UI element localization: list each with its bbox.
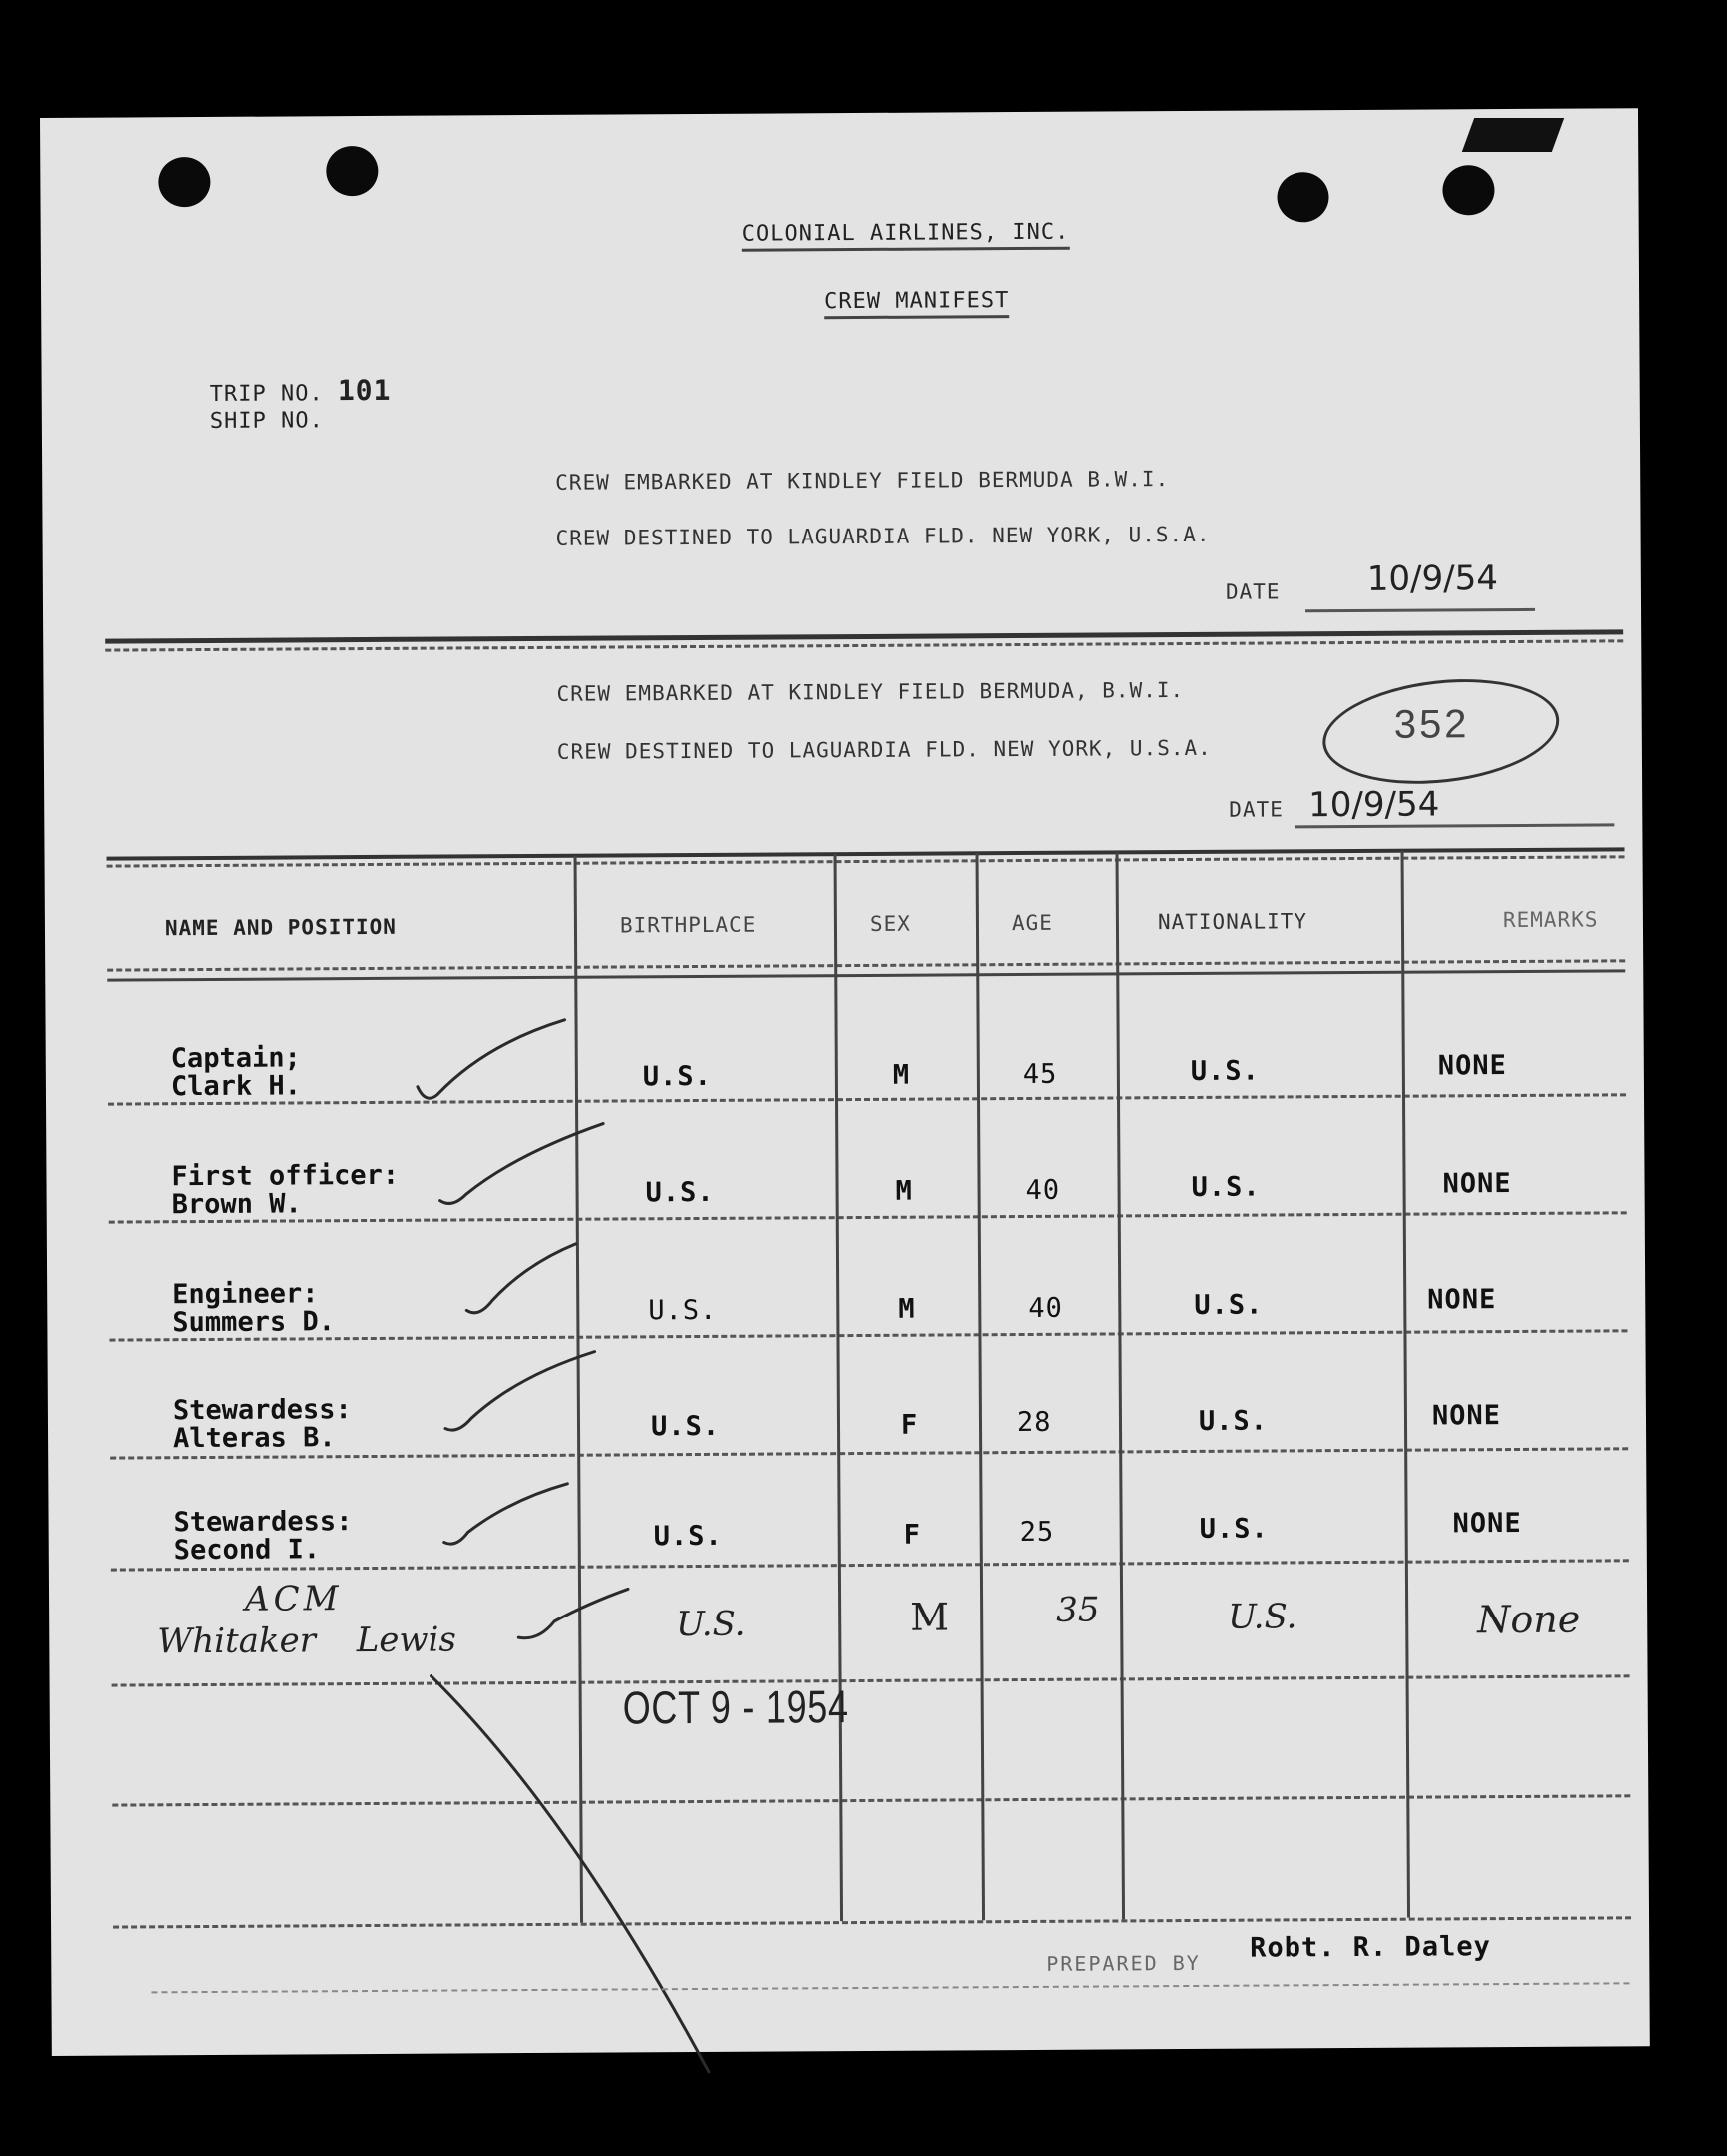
torn-corner [1462, 118, 1564, 152]
trip-label: TRIP NO. [209, 381, 324, 407]
crew-sex: F [903, 1519, 922, 1551]
column-divider [574, 856, 584, 1923]
handwritten-birthplace: U.S. [676, 1604, 746, 1645]
prepared-by-name: Robt. R. Daley [1250, 1931, 1491, 1964]
manifest-page [40, 108, 1650, 2056]
crew-position: Stewardess: [172, 1394, 352, 1427]
date-stamp: OCT 9 - 1954 [622, 1680, 849, 1734]
punch-hole [1277, 172, 1328, 222]
crew-birthplace: U.S. [648, 1294, 718, 1327]
crew-age: 45 [1022, 1058, 1058, 1091]
crew-age: 28 [1016, 1406, 1052, 1439]
column-header-remarks-text: REMARKS [1502, 907, 1599, 933]
footer-rule [151, 1982, 1629, 1993]
crew-remarks: NONE [1442, 1168, 1512, 1200]
column-header-nationality: NATIONALITY [1157, 909, 1308, 935]
row-rule [112, 1674, 1630, 1686]
check-mark-icon [466, 1244, 576, 1313]
crew-name: Second I. [173, 1534, 321, 1567]
crew-nationality: U.S. [1191, 1171, 1261, 1203]
date-value-1: 10/9/54 [1366, 558, 1499, 599]
crew-name: Clark H. [170, 1070, 302, 1103]
handwritten-remarks: None [1477, 1597, 1581, 1642]
trip-value: 101 [337, 373, 392, 408]
company-name: COLONIAL AIRLINES, INC. [742, 220, 1070, 252]
column-divider [1116, 852, 1126, 1919]
punch-hole [1442, 165, 1494, 215]
crew-remarks: NONE [1452, 1507, 1522, 1540]
table-bottom-rule [113, 1916, 1631, 1928]
crew-name: Summers D. [172, 1306, 336, 1339]
embarked-line-2: CREW EMBARKED AT KINDLEY FIELD BERMUDA, B.W.I. [556, 678, 1185, 706]
crew-remarks: NONE [1427, 1284, 1497, 1316]
column-header-sex: SEX [869, 911, 911, 936]
date-value-2: 10/9/54 [1308, 784, 1440, 826]
crew-remarks: NONE [1437, 1050, 1507, 1082]
column-header-name: NAME AND POSITION [164, 914, 397, 941]
crew-nationality: U.S. [1190, 1055, 1260, 1087]
handwritten-position: ACM [244, 1579, 343, 1619]
crew-position: Stewardess: [173, 1506, 353, 1539]
ship-label: SHIP NO. [209, 408, 324, 434]
column-header-remarks [1503, 907, 1599, 932]
check-mark-icon [439, 1124, 603, 1204]
trip-number [210, 374, 392, 408]
header-bottom-rule [107, 969, 1625, 981]
punch-hole [158, 157, 210, 207]
crew-birthplace: U.S. [650, 1410, 721, 1443]
handwritten-nationality: U.S. [1228, 1597, 1297, 1637]
date-label-2: DATE [1229, 797, 1284, 822]
column-divider [834, 854, 844, 1921]
crew-name: Brown W. [171, 1188, 302, 1221]
check-mark-icon [418, 1020, 565, 1098]
crew-age: 40 [1025, 1174, 1061, 1206]
destined-line-2: CREW DESTINED TO LAGUARDIA FLD. NEW YORK, U.S.A. [556, 735, 1212, 764]
destined-line-1: CREW DESTINED TO LAGUARDIA FLD. NEW YORK, U.S.A. [555, 522, 1211, 550]
row-rule [111, 1559, 1629, 1571]
row-rule [109, 1329, 1627, 1341]
crew-age: 40 [1028, 1292, 1063, 1324]
crew-position: Captain; [170, 1042, 301, 1075]
handwritten-sex: M [910, 1595, 950, 1639]
crew-nationality: U.S. [1199, 1513, 1269, 1545]
crew-sex: M [895, 1175, 913, 1207]
check-mark-icon [518, 1589, 628, 1637]
column-header-age: AGE [1011, 910, 1053, 936]
crew-position: First officer: [171, 1159, 400, 1193]
crew-sex: F [900, 1409, 919, 1441]
column-divider [1401, 851, 1411, 1918]
crew-age: 25 [1019, 1516, 1055, 1549]
document-title: CREW MANIFEST [824, 288, 1009, 319]
date-underline-1 [1305, 608, 1535, 612]
crew-birthplace: U.S. [642, 1060, 712, 1093]
check-mark-icon [443, 1484, 567, 1544]
crew-sex: M [898, 1293, 916, 1325]
row-rule [108, 1093, 1626, 1105]
crew-position: Engineer: [172, 1278, 319, 1311]
row-rule [110, 1447, 1628, 1459]
crew-name: Alteras B. [172, 1422, 336, 1455]
crew-remarks: NONE [1431, 1400, 1502, 1432]
date-label-1: DATE [1225, 579, 1281, 604]
prepared-by-label: PREPARED BY [1046, 1950, 1201, 1976]
handwritten-name: Whitaker Lewis [157, 1619, 456, 1662]
crew-birthplace: U.S. [653, 1520, 723, 1553]
crew-birthplace: U.S. [645, 1176, 715, 1209]
row-rule [109, 1211, 1627, 1223]
crew-sex: M [892, 1059, 911, 1091]
column-divider [976, 853, 986, 1920]
row-rule [112, 1794, 1630, 1806]
embarked-line-1: CREW EMBARKED AT KINDLEY FIELD BERMUDA B.W.I. [555, 467, 1170, 495]
check-mark-icon [445, 1352, 595, 1431]
column-header-birthplace: BIRTHPLACE [619, 912, 757, 938]
manifest-number: 352 [1393, 702, 1470, 747]
crew-nationality: U.S. [1198, 1405, 1269, 1437]
punch-hole [326, 146, 378, 196]
handwritten-age: 35 [1056, 1590, 1100, 1630]
crew-nationality: U.S. [1194, 1289, 1264, 1321]
